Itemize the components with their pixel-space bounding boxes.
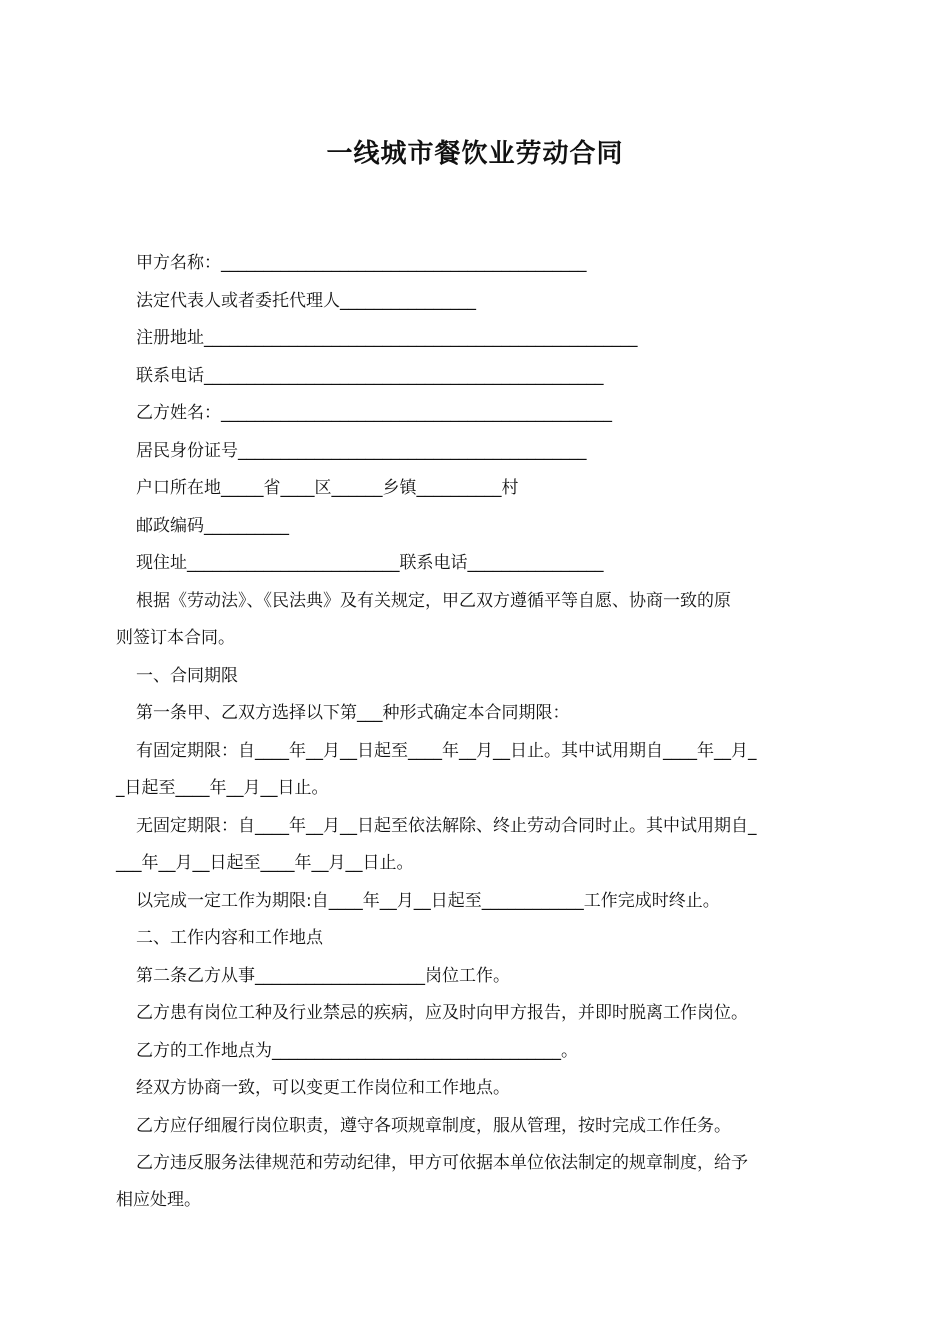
fixed-term-line-1: 有固定期限：自____年__月__日起至____年__月__日止。其中试用期自____年__月_ bbox=[136, 741, 757, 761]
id-number-line: 居民身份证号_________________________________________ bbox=[136, 441, 587, 461]
document-title: 一线城市餐饮业劳动合同 bbox=[326, 139, 624, 169]
fixed-term-line-2: _日起至____年__月__日止。 bbox=[116, 778, 329, 798]
registered-address-line: 注册地址___________________________________________________ bbox=[136, 328, 638, 348]
task-based-term-line: 以完成一定工作为期限:自____年__月__日起至____________工作完成时终止。 bbox=[136, 891, 720, 911]
change-position-line: 经双方协商一致，可以变更工作岗位和工作地点。 bbox=[136, 1078, 510, 1098]
discipline-line-2: 相应处理。 bbox=[116, 1190, 201, 1210]
work-location-line: 乙方的工作地点为__________________________________。 bbox=[136, 1041, 578, 1061]
postal-code-line: 邮政编码__________ bbox=[136, 516, 289, 536]
preamble-line-2: 则签订本合同。 bbox=[116, 628, 235, 648]
current-address-line: 现住址_________________________联系电话________________ bbox=[136, 553, 604, 573]
discipline-line-1: 乙方违反服务法律规范和劳动纪律，甲方可依据本单位依法制定的规章制度，给予 bbox=[136, 1153, 748, 1173]
open-term-line-1: 无固定期限：自____年__月__日起至依法解除、终止劳动合同时止。其中试用期自_ bbox=[136, 816, 757, 836]
party-b-name-line: 乙方姓名：______________________________________________ bbox=[136, 403, 612, 423]
section-heading-work: 二、工作内容和工作地点 bbox=[136, 928, 323, 948]
preamble-line-1: 根据《劳动法》、《民法典》及有关规定，甲乙双方遵循平等自愿、协商一致的原 bbox=[136, 591, 731, 611]
article-1-line: 第一条甲、乙双方选择以下第___种形式确定本合同期限： bbox=[136, 703, 570, 723]
party-a-name-line: 甲方名称：___________________________________________ bbox=[136, 253, 587, 273]
party-a-phone-line: 联系电话_______________________________________________ bbox=[136, 366, 604, 386]
article-2-line: 第二条乙方从事____________________岗位工作。 bbox=[136, 966, 510, 986]
section-heading-term: 一、合同期限 bbox=[136, 666, 238, 686]
disease-report-line: 乙方患有岗位工种及行业禁忌的疾病，应及时向甲方报告，并即时脱离工作岗位。 bbox=[136, 1003, 748, 1023]
household-registration-line: 户口所在地_____省____区______乡镇__________村 bbox=[136, 478, 519, 498]
legal-representative-line: 法定代表人或者委托代理人________________ bbox=[136, 291, 476, 311]
open-term-line-2: ___年__月__日起至____年__月__日止。 bbox=[116, 853, 414, 873]
duties-line: 乙方应仔细履行岗位职责，遵守各项规章制度，服从管理，按时完成工作任务。 bbox=[136, 1116, 731, 1136]
